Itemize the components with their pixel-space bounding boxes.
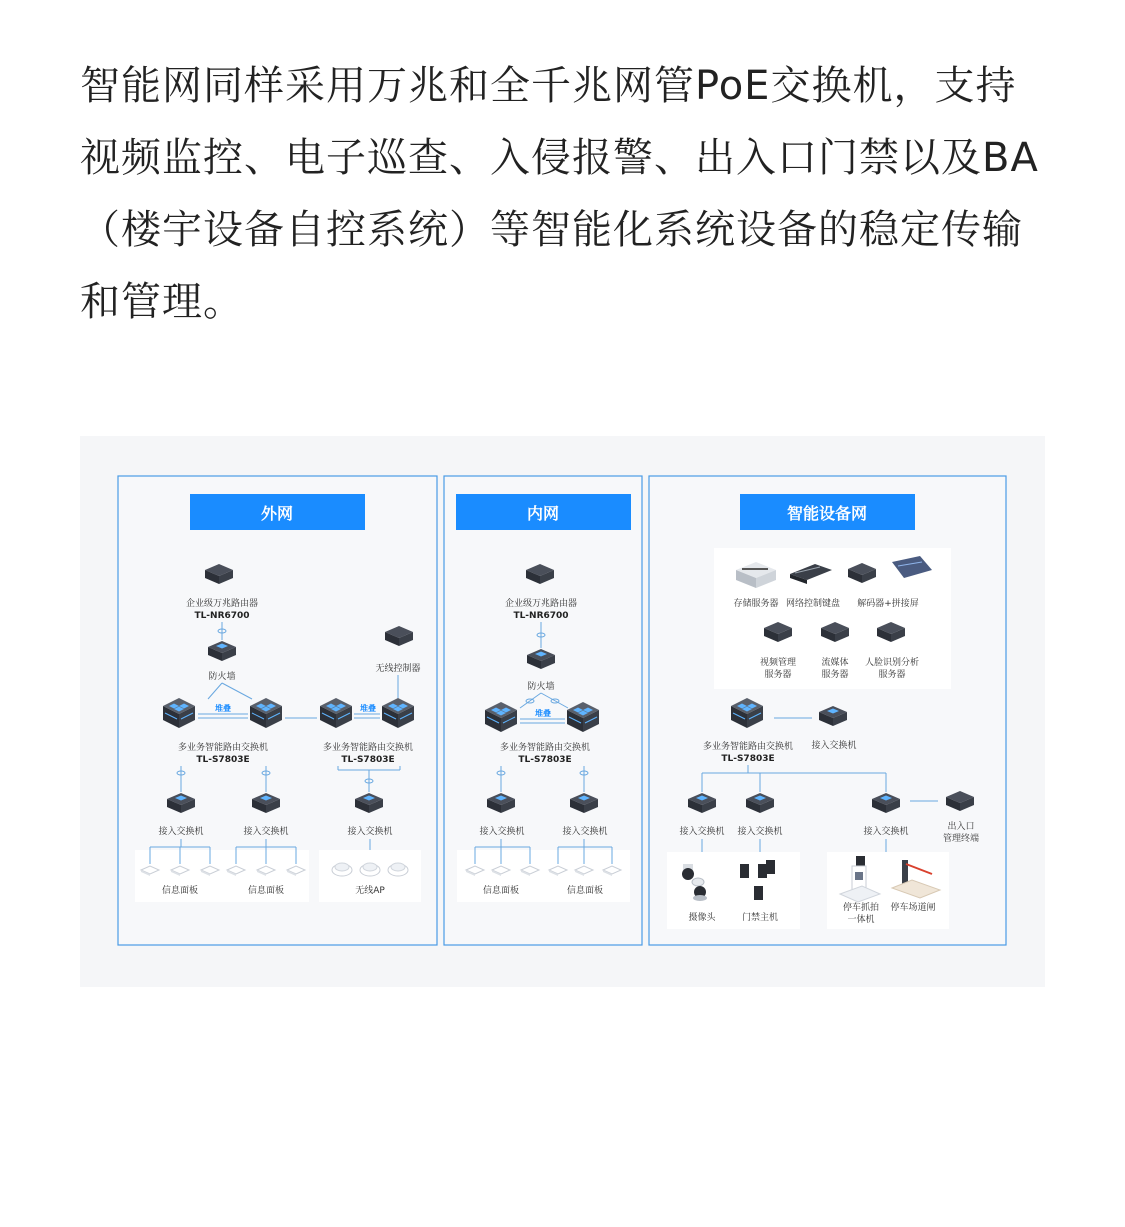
outer-panel-1: 信息面板 bbox=[161, 886, 199, 896]
smart-access-3: 接入交换机 bbox=[863, 827, 909, 837]
smart-access-1: 接入交换机 bbox=[679, 827, 725, 837]
outer-access-2: 接入交换机 bbox=[243, 827, 289, 837]
smart-gate: 停车场道闸 bbox=[890, 903, 936, 913]
inner-switch-model: TL-S7803E bbox=[518, 755, 572, 765]
smart-camera: 摄像头 bbox=[688, 913, 716, 923]
inner-stack-label: 堆叠 bbox=[535, 709, 551, 718]
section-smart-device-network bbox=[649, 476, 1006, 945]
outer-firewall: 防火墙 bbox=[208, 672, 236, 682]
smart-terminal-2: 管理终端 bbox=[942, 834, 980, 844]
outer-access-1: 接入交换机 bbox=[158, 827, 204, 837]
outer-switch-right-model: TL-S7803E bbox=[341, 755, 395, 765]
inner-panel-1: 信息面板 bbox=[482, 886, 520, 896]
smart-vms-1: 视频管理 bbox=[759, 658, 797, 668]
smart-keyboard: 网络控制键盘 bbox=[785, 599, 841, 609]
inner-switch-name: 多业务智能路由交换机 bbox=[499, 743, 591, 753]
smart-stream-2: 服务器 bbox=[821, 670, 849, 680]
inner-title: 内网 bbox=[526, 504, 560, 523]
outer-stack-label: 堆叠 bbox=[215, 704, 231, 713]
outer-title: 外网 bbox=[260, 504, 294, 523]
inner-access-2: 接入交换机 bbox=[562, 827, 608, 837]
inner-router-model: TL-NR6700 bbox=[513, 611, 569, 621]
section-outer-network bbox=[118, 476, 437, 945]
network-diagram bbox=[80, 436, 1045, 987]
outer-switch-left-name: 多业务智能路由交换机 bbox=[177, 743, 269, 753]
smart-access-2: 接入交换机 bbox=[737, 827, 783, 837]
smart-door: 门禁主机 bbox=[741, 913, 779, 923]
inner-router-name: 企业级万兆路由器 bbox=[504, 599, 578, 609]
smart-capture-2: 一体机 bbox=[847, 915, 875, 925]
intro-paragraph: 智能网同样采用万兆和全千兆网管PoE交换机，支持视频监控、电子巡查、入侵报警、出入口门禁以及BA（楼宇设备自控系统）等智能化系统设备的稳定传输和管理。 bbox=[80, 63, 1039, 325]
smart-title: 智能设备网 bbox=[786, 504, 868, 523]
smart-access-top: 接入交换机 bbox=[811, 741, 857, 751]
outer-switch-left-model: TL-S7803E bbox=[196, 755, 250, 765]
smart-face-1: 人脸识别分析 bbox=[864, 658, 920, 668]
smart-switch-name: 多业务智能路由交换机 bbox=[702, 742, 794, 752]
smart-stream-1: 流媒体 bbox=[821, 658, 849, 668]
smart-face-2: 服务器 bbox=[878, 670, 906, 680]
inner-access-1: 接入交换机 bbox=[479, 827, 525, 837]
outer-panel-2: 信息面板 bbox=[247, 886, 285, 896]
smart-terminal-1: 出入口 bbox=[947, 822, 975, 832]
outer-access-3: 接入交换机 bbox=[347, 827, 393, 837]
inner-panel-2: 信息面板 bbox=[566, 886, 604, 896]
outer-ap: 无线AP bbox=[355, 886, 385, 896]
section-inner-network bbox=[444, 476, 642, 945]
outer-router-model: TL-NR6700 bbox=[194, 611, 250, 621]
smart-decoder: 解码器+拼接屏 bbox=[857, 599, 919, 609]
outer-switch-right-name: 多业务智能路由交换机 bbox=[322, 743, 414, 753]
outer-router-name: 企业级万兆路由器 bbox=[185, 599, 259, 609]
outer-stack-label-2: 堆叠 bbox=[360, 704, 376, 713]
smart-capture-1: 停车抓拍 bbox=[842, 903, 880, 913]
inner-firewall: 防火墙 bbox=[527, 682, 555, 692]
outer-wireless-controller: 无线控制器 bbox=[375, 664, 421, 674]
smart-storage: 存储服务器 bbox=[733, 599, 779, 609]
smart-vms-2: 服务器 bbox=[764, 670, 792, 680]
smart-switch-model: TL-S7803E bbox=[721, 754, 775, 764]
